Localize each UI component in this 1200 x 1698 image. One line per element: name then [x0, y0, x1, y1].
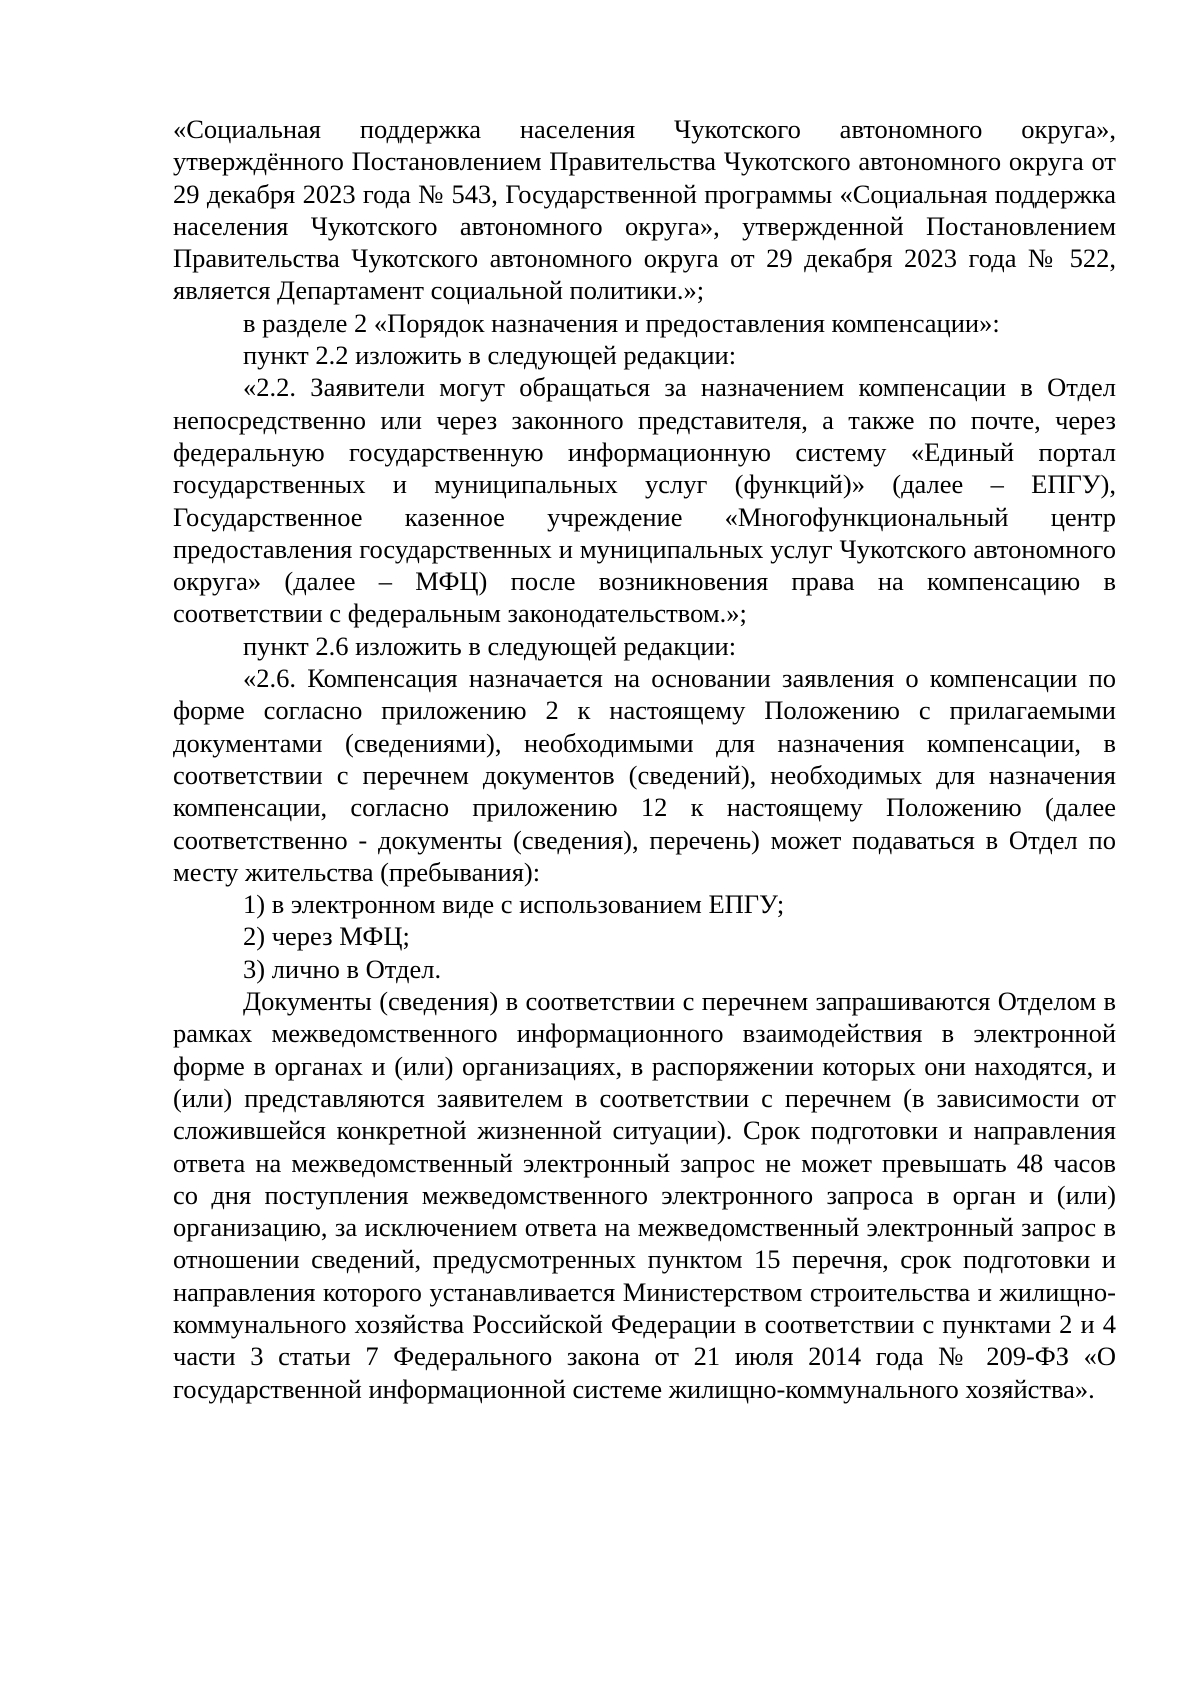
- paragraph-documents: Документы (сведения) в соответствии с перечнем запрашиваются Отделом в рамках межведомственного информационного взаимодействия в электронной форме в органах и (или) организациях, в распоряжении которых они находятся, и (или) представляются заявителем в соответствии с перечнем (в зависимости от сложившейся конкретной жизненной ситуации). Срок подготовки и направления ответа на межведомственный электронный запрос не может превышать 48 часов со дня поступления межведомственного электронного запроса в орган и (или) организацию, за исключением ответа на межведомственный электронный запрос в отношении сведений, предусмотренных пунктом 15 перечня, срок подготовки и направления которого устанавливается Министерством строительства и жилищно-коммунального хозяйства Российской Федерации в соответствии с пунктами 2 и 4 части 3 статьи 7 Федерального закона от 21 июля 2014 года № 209-ФЗ «О государственной информационной системе жилищно-коммунального хозяйства».: [173, 986, 1116, 1404]
- list-item-1: 1) в электронном виде с использованием ЕПГУ;: [243, 889, 785, 920]
- paragraph-item-2-2: «2.2. Заявители могут обращаться за назначением компенсации в Отдел непосредственно или через законного представителя, а также по почте, через федеральную государственную информационную систему «Единый портал государственных и муниципальных услуг (функций)» (далее – ЕПГУ), Государственное казенное учреждение «Многофункциональный центр предоставления государственных и муниципальных услуг Чукотского автономного округа» (далее – МФЦ) после возникновения права на компенсацию в соответствии с федеральным законодательством.»;: [173, 372, 1116, 629]
- paragraph-program-continuation: «Социальная поддержка населения Чукотского автономного округа», утверждённого Постановлением Правительства Чукотского автономного округа от 29 декабря 2023 года № 543, Государственной программы «Социальная поддержка населения Чукотского автономного округа», утвержденной Постановлением Правительства Чукотского автономного округа от 29 декабря 2023 года № 522, является Департамент социальной политики.»;: [173, 114, 1116, 306]
- document-page: [173, 113, 1116, 1405]
- paragraph-item-2-2-intro: пункт 2.2 изложить в следующей редакции:: [243, 340, 737, 371]
- paragraph-section-2: в разделе 2 «Порядок назначения и предоставления компенсации»:: [243, 307, 1000, 338]
- paragraph-item-2-6: «2.6. Компенсация назначается на основании заявления о компенсации по форме согласно приложению 2 к настоящему Положению с прилагаемыми документами (сведениями), необходимыми для назначения компенсации, в соответствии с перечнем документов (сведений), необходимых для назначения компенсации, согласно приложению 12 к настоящему Положению (далее соответственно - документы (сведения), перечень) может подаваться в Отдел по месту жительства (пребывания):: [173, 663, 1116, 887]
- list-item-3: 3) лично в Отдел.: [243, 953, 442, 984]
- paragraph-item-2-6-intro: пункт 2.6 изложить в следующей редакции:: [243, 630, 737, 661]
- list-item-2: 2) через МФЦ;: [243, 921, 410, 952]
